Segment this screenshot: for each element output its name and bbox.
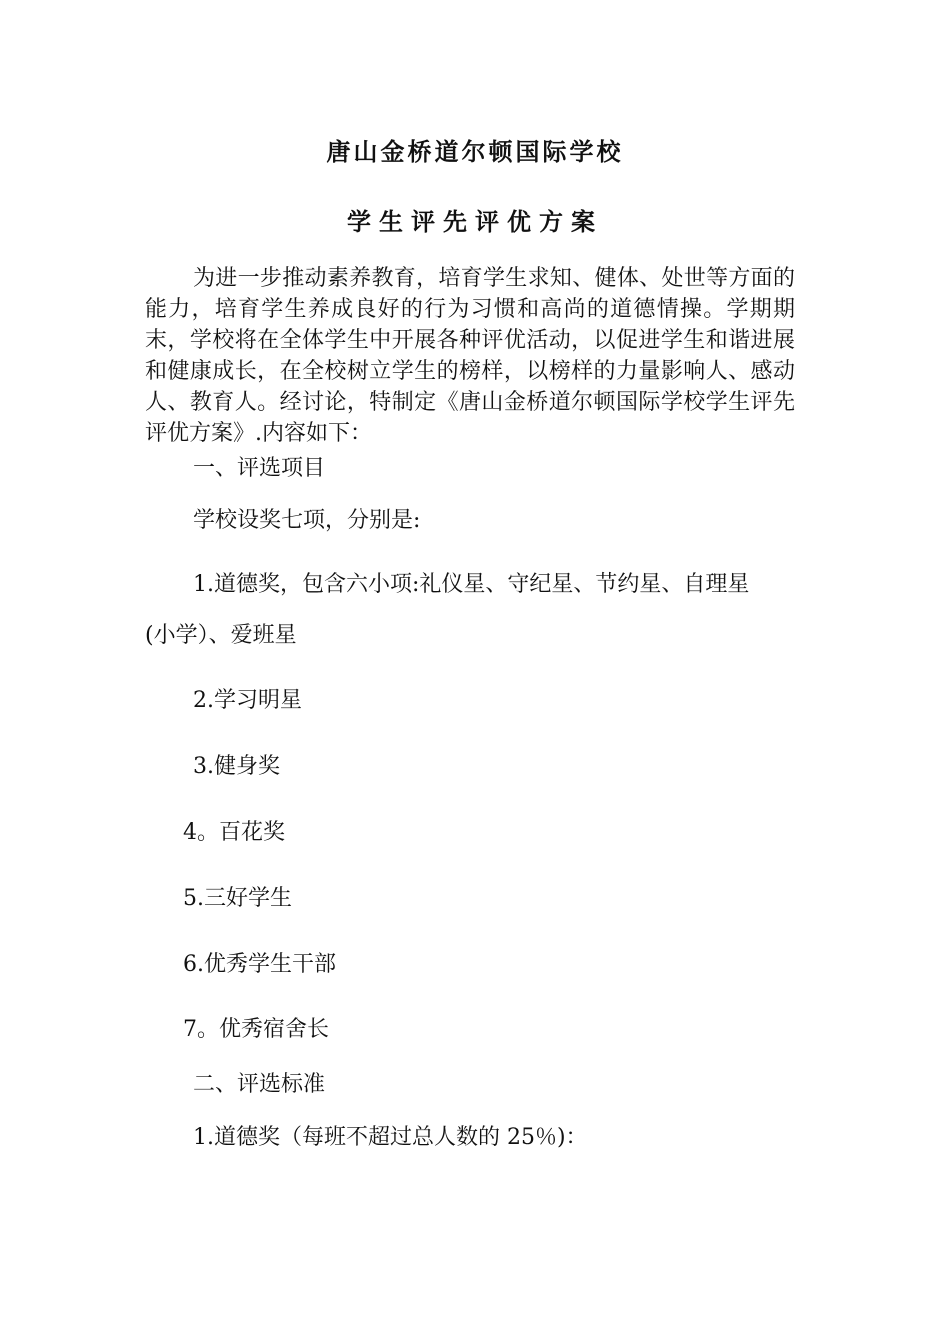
list-item-1-line2: (小学）、爱班星 [145,623,297,648]
section2-heading: 二、评选标准 [193,1072,326,1097]
document-subtitle: 学生评先评优方案 [347,207,603,236]
list-item-2: 2.学习明星 [193,688,302,713]
list-item-4: 4。百花奖 [183,820,285,845]
section1-lead: 学校设奖七项，分别是: [193,508,421,533]
list-item-1-line1: 1.道德奖，包含六小项:礼仪星、守纪星、节约星、自理星 [193,572,750,597]
list-item-3: 3.健身奖 [193,754,280,779]
intro-paragraph: 为进一步推动素养教育，培育学生求知、健体、处世等方面的能力，培育学生养成良好的行为习惯和高尚的道德情操。学期期末，学校将在全体学生中开展各种评优活动，以促进学生和谐进展和健康成长，在全校树立学生的榜样，以榜样的力量影响人、感动人、教育人。经讨论，特制定《唐山金桥道尔顿国际学校学生评先评优方案》.内容如下： [145,266,795,446]
document-title: 唐山金桥道尔顿国际学校 [326,137,624,166]
list-item-6: 6.优秀学生干部 [183,952,336,977]
section1-heading: 一、评选项目 [193,456,326,481]
list-item-7: 7。优秀宿舍长 [183,1017,329,1042]
list-item-5: 5.三好学生 [183,886,292,911]
section2-item-1: 1.道德奖（每班不超过总人数的 25％)： [193,1125,588,1150]
